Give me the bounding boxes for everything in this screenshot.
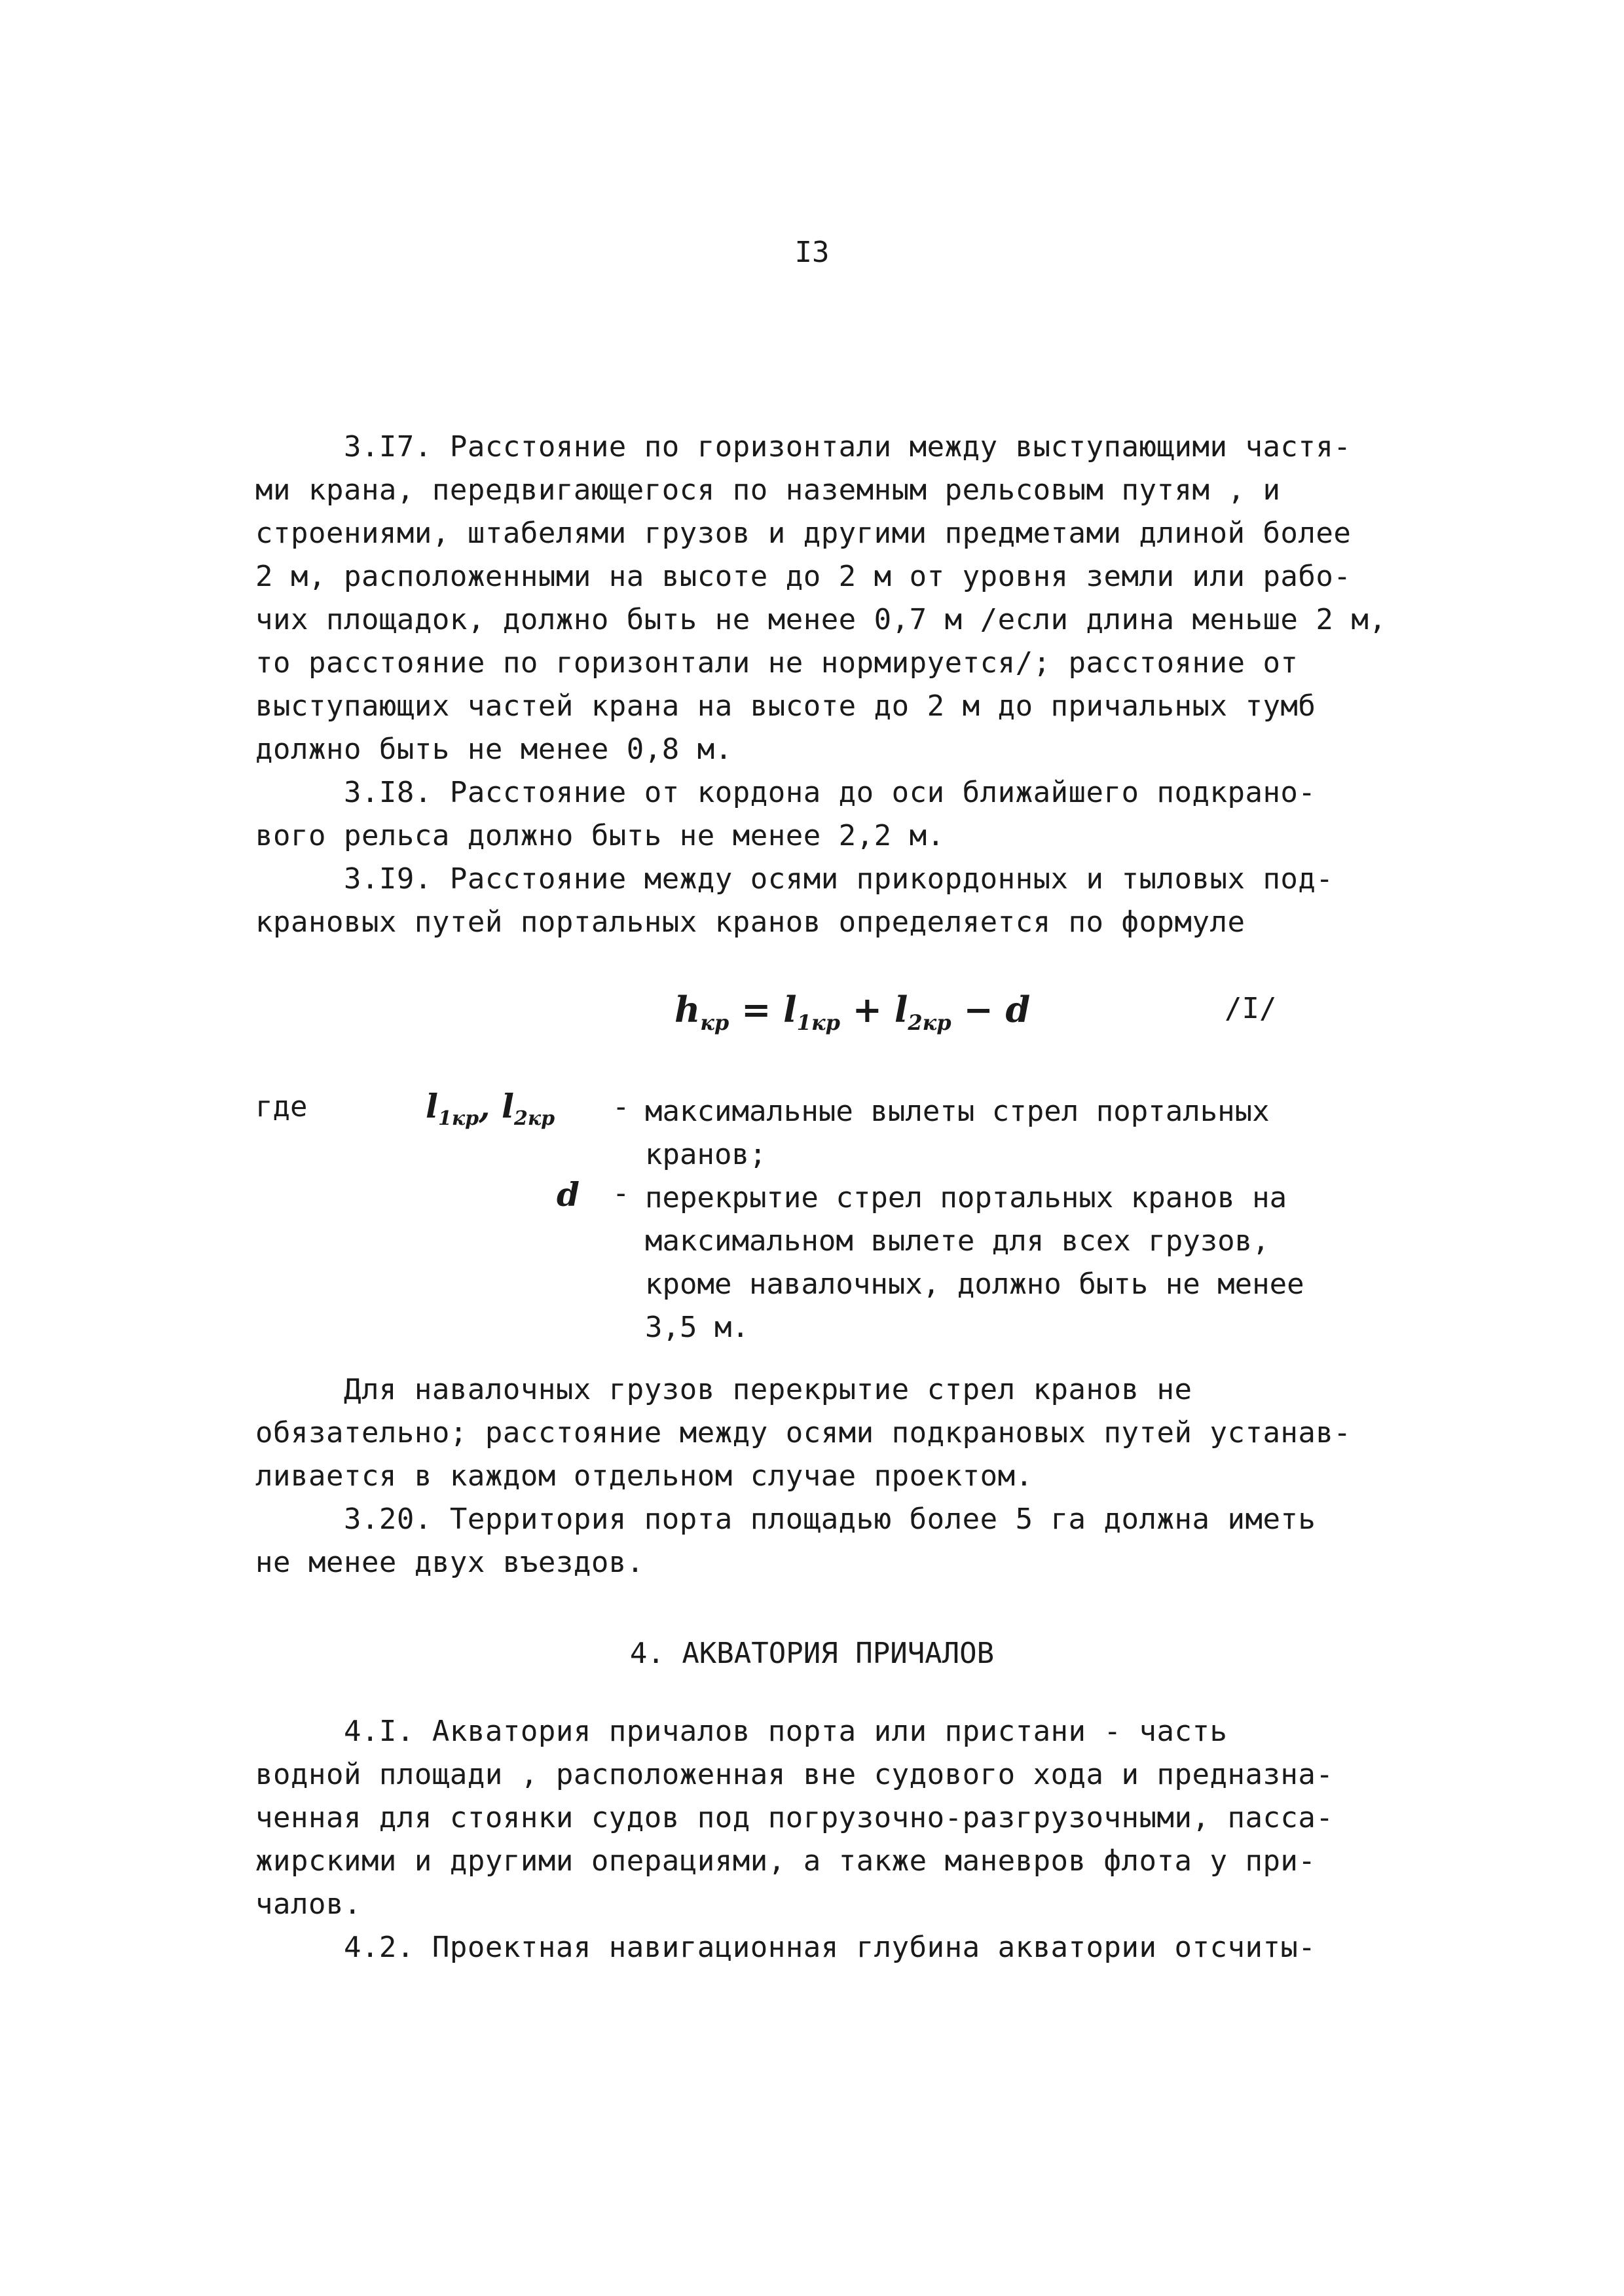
text-line: ченная для стоянки судов под погрузочно-разгрузочными, пасса- bbox=[255, 1801, 1334, 1834]
definition-dash: - bbox=[612, 1176, 630, 1210]
section-3-19 bbox=[255, 858, 1382, 944]
text-line: строениями, штабелями грузов и другими предметами длиной более bbox=[255, 517, 1352, 550]
text-line: не менее двух въездов. bbox=[255, 1546, 644, 1579]
section-3-20 bbox=[255, 1498, 1382, 1584]
symbol-sep: , bbox=[479, 1087, 502, 1125]
paragraph-bulk-cargo bbox=[255, 1368, 1382, 1498]
text-line: 3.20. Территория порта площадью более 5 га должна иметь bbox=[255, 1503, 1316, 1536]
text-line: крановых путей портальных кранов определяется по формуле bbox=[255, 905, 1246, 939]
definition-d bbox=[645, 1176, 1398, 1349]
text-line: 4.I. Акватория причалов порта или пристани - часть bbox=[255, 1715, 1228, 1748]
symbol-l2: l bbox=[501, 1087, 514, 1125]
page-number: I3 bbox=[794, 236, 830, 269]
text-line: обязательно; расстояние между осями подкрановых путей устанав- bbox=[255, 1416, 1352, 1449]
formula bbox=[674, 989, 1030, 1035]
definition-dash: - bbox=[612, 1090, 630, 1123]
text-line: должно быть не менее 0,8 м. bbox=[255, 733, 733, 766]
text-line: чалов. bbox=[255, 1887, 361, 1921]
text-line: кранов; bbox=[645, 1138, 767, 1171]
text-line: 3.I9. Расстояние между осями прикордонных и тыловых под- bbox=[255, 862, 1334, 896]
formula-plus: + bbox=[840, 989, 895, 1030]
text-line: то расстояние по горизонтали не нормируется/; расстояние от bbox=[255, 646, 1299, 680]
formula-l1: l bbox=[783, 989, 797, 1030]
formula-eq: = bbox=[729, 989, 784, 1030]
text-line: максимальном вылете для всех грузов, bbox=[645, 1224, 1270, 1258]
section-4-2 bbox=[255, 1926, 1382, 1969]
text-line: жирскими и другими операциями, а также маневров флота у при- bbox=[255, 1844, 1316, 1878]
section-3-18 bbox=[255, 771, 1382, 858]
formula-h: h bbox=[674, 989, 701, 1030]
text-line: выступающих частей крана на высоте до 2 м до причальных тумб bbox=[255, 689, 1316, 723]
where-label: где bbox=[255, 1090, 308, 1123]
text-line: перекрытие стрел портальных кранов на bbox=[645, 1181, 1287, 1214]
symbol-d: d bbox=[557, 1175, 580, 1214]
text-line: 4.2. Проектная навигационная глубина акватории отсчиты- bbox=[255, 1931, 1316, 1964]
text-line: ми крана, передвигающегося по наземным рельсовым путям , и bbox=[255, 473, 1281, 507]
formula-minus: − bbox=[951, 989, 1006, 1030]
text-line: ливается в каждом отдельном случае проектом. bbox=[255, 1459, 1033, 1493]
section-heading: 4. АКВАТОРИЯ ПРИЧАЛОВ bbox=[629, 1637, 995, 1670]
formula-d: d bbox=[1005, 989, 1031, 1030]
section-3-17 bbox=[255, 426, 1387, 771]
symbol-l1-l2 bbox=[426, 1087, 555, 1130]
formula-l2-sub: 2кр bbox=[908, 1010, 951, 1035]
text-line: 3,5 м. bbox=[645, 1311, 749, 1344]
formula-l1-sub: 1кр bbox=[796, 1010, 840, 1035]
section-4-1 bbox=[255, 1710, 1382, 1926]
formula-h-sub: кр bbox=[700, 1010, 729, 1035]
symbol-l1-sub: 1кр bbox=[438, 1107, 479, 1130]
text-line: Для навалочных грузов перекрытие стрел кранов не bbox=[255, 1373, 1192, 1406]
formula-number: /I/ bbox=[1225, 992, 1277, 1025]
formula-l2: l bbox=[894, 989, 908, 1030]
text-line: 2 м, расположенными на высоте до 2 м от уровня земли или рабо- bbox=[255, 560, 1352, 593]
symbol-l1: l bbox=[426, 1087, 438, 1125]
definition-l bbox=[645, 1090, 1398, 1176]
text-line: 3.I8. Расстояние от кордона до оси ближайшего подкрано- bbox=[255, 776, 1316, 809]
text-line: максимальные вылеты стрел портальных bbox=[645, 1095, 1270, 1128]
text-line: кроме навалочных, должно быть не менее bbox=[645, 1267, 1304, 1301]
text-line: вого рельса должно быть не менее 2,2 м. bbox=[255, 819, 945, 852]
text-line: водной площади , расположенная вне судового хода и предназна- bbox=[255, 1758, 1334, 1791]
text-line: чих площадок, должно быть не менее 0,7 м /если длина меньше 2 м, bbox=[255, 603, 1387, 636]
text-line: 3.I7. Расстояние по горизонтали между выступающими частя- bbox=[255, 430, 1352, 464]
symbol-l2-sub: 2кр bbox=[513, 1107, 555, 1130]
